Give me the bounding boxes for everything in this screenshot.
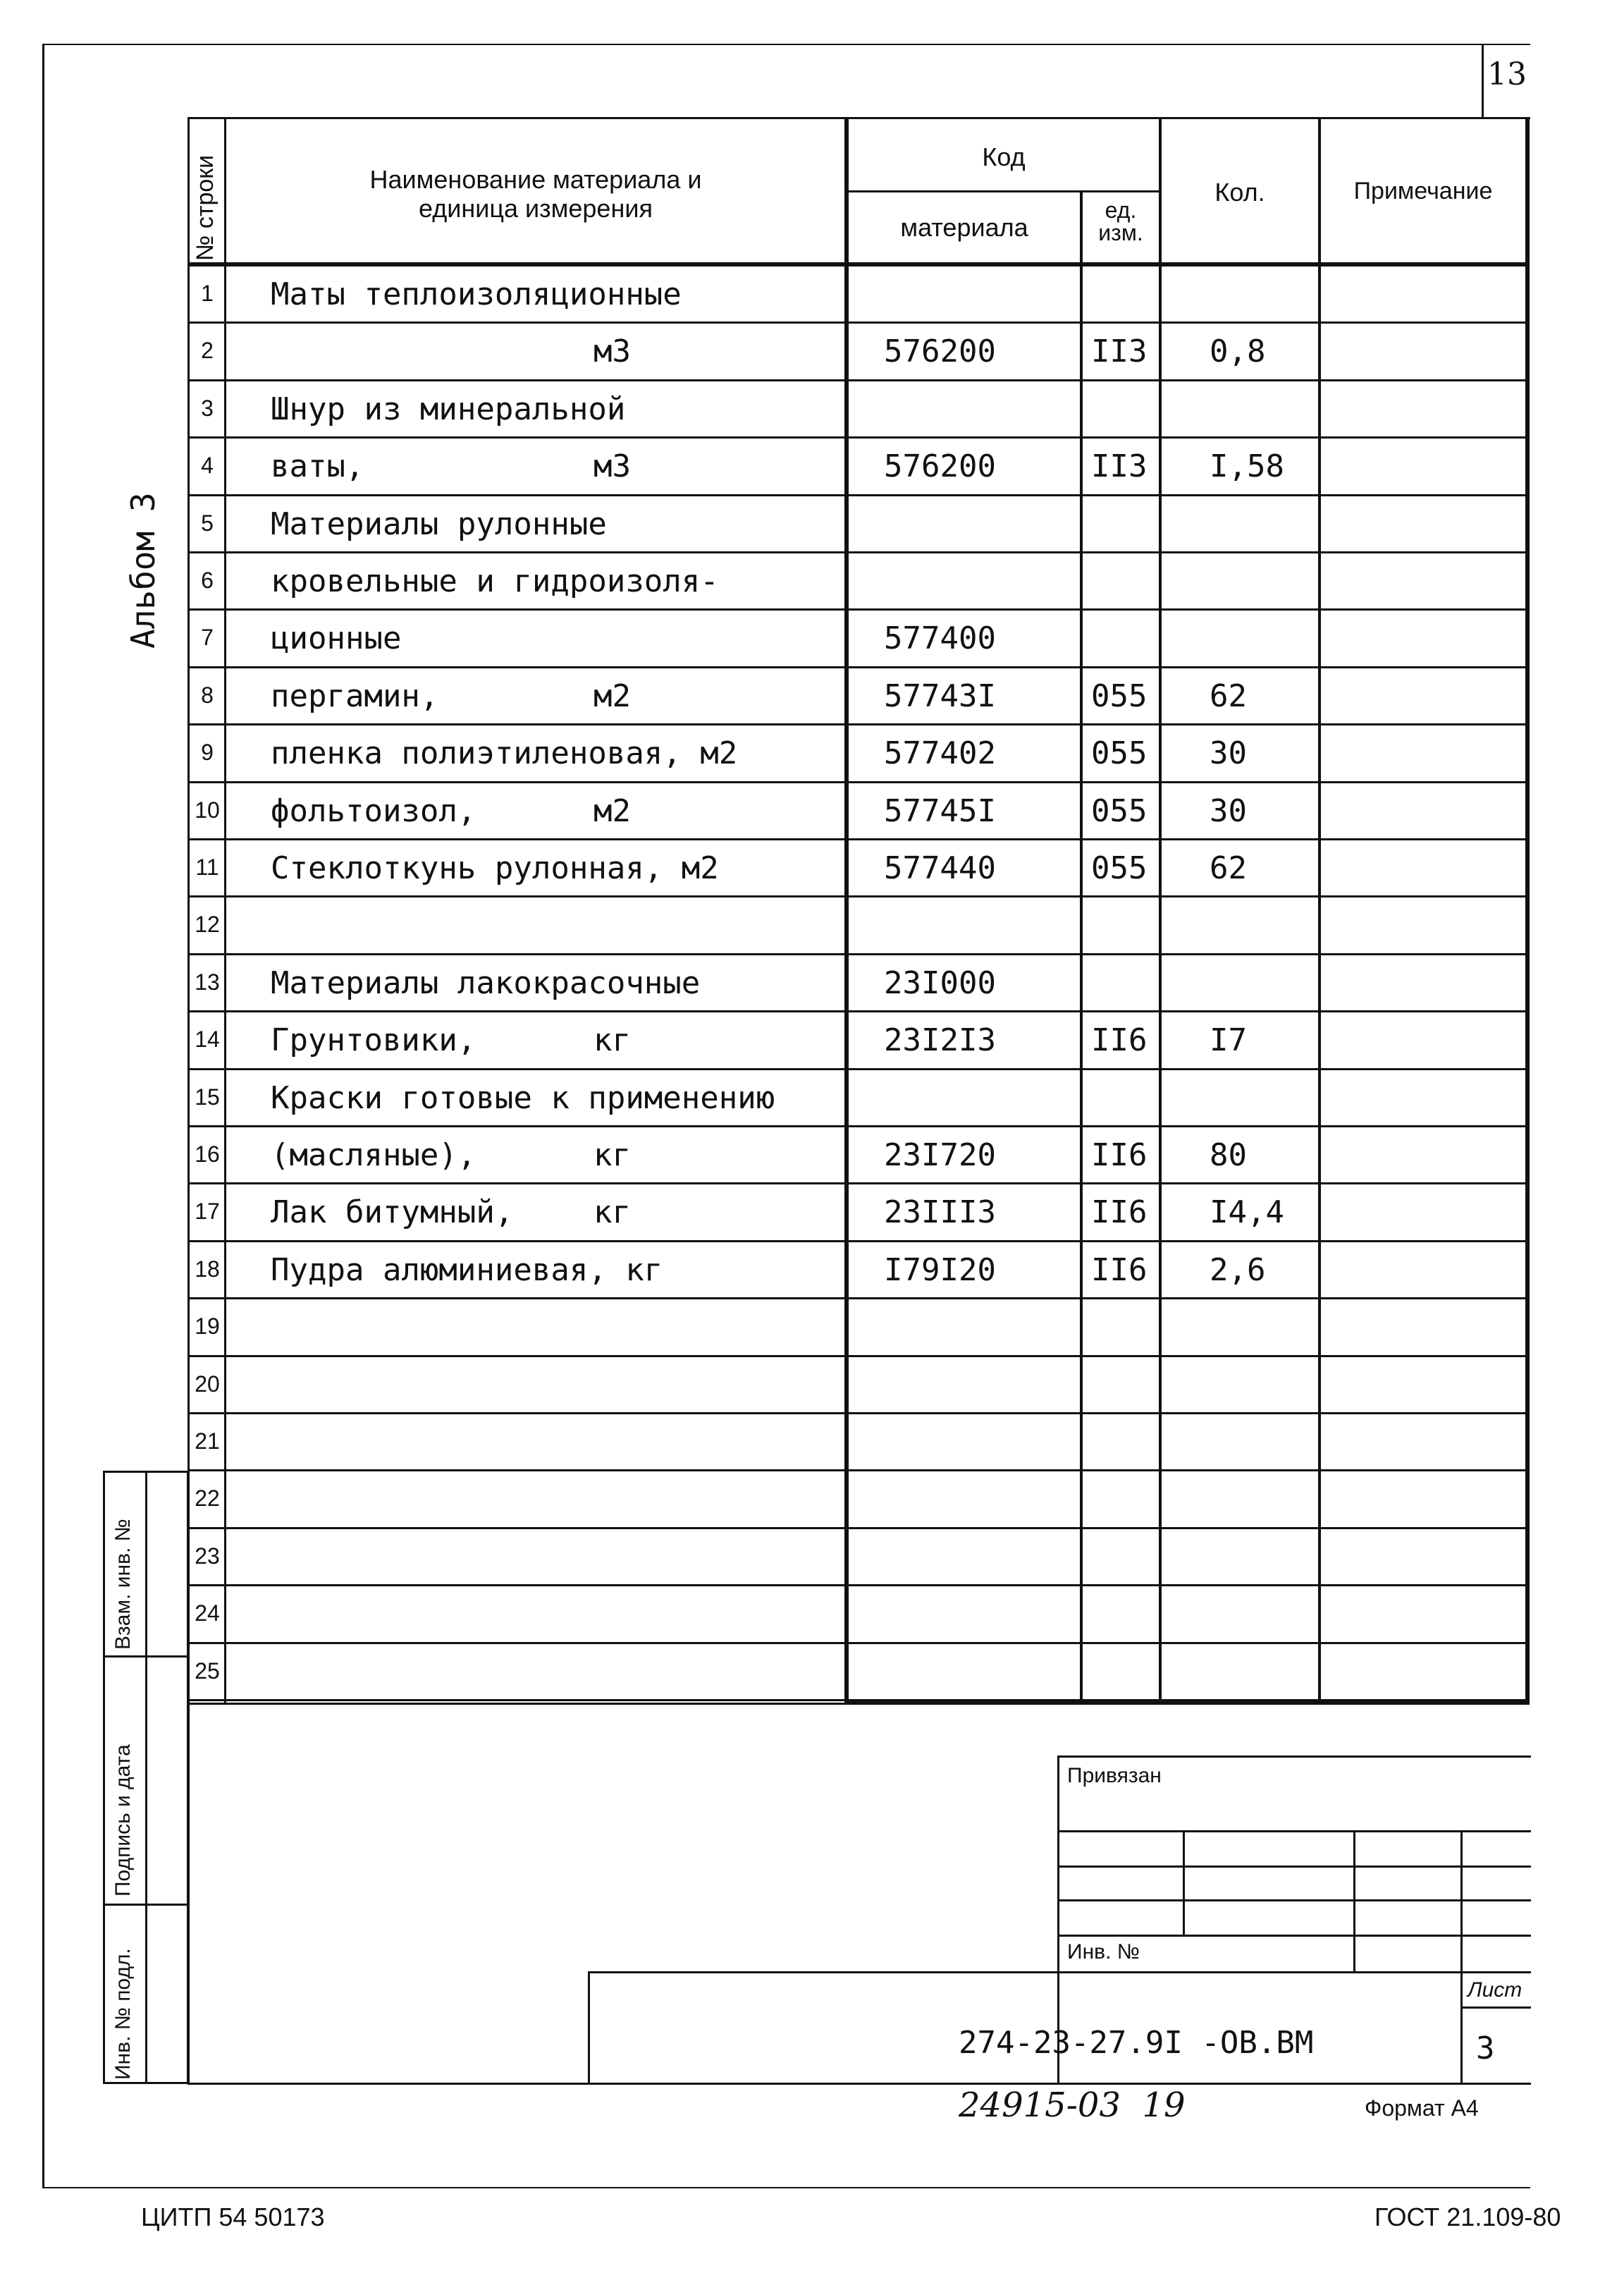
row-divider bbox=[187, 1240, 1530, 1242]
row-divider bbox=[187, 1355, 1530, 1357]
row-name: ционные bbox=[271, 620, 402, 656]
row-number: 18 bbox=[195, 1256, 220, 1282]
row-qty: 80 bbox=[1210, 1137, 1247, 1173]
row-unit-code: 055 bbox=[1091, 793, 1148, 829]
stamp-vzam: Взам. инв. № bbox=[111, 1519, 135, 1650]
header-name: Наименование материала и единица измерения bbox=[369, 165, 702, 223]
row-unit-code: II6 bbox=[1091, 1194, 1148, 1230]
row-code: 576200 bbox=[884, 448, 996, 484]
row-code: 57743I bbox=[884, 678, 996, 714]
row-number: 2 bbox=[201, 338, 214, 363]
row-code: 23III3 bbox=[884, 1194, 996, 1230]
row-divider bbox=[187, 666, 1530, 668]
row-divider bbox=[187, 494, 1530, 496]
row-number: 11 bbox=[195, 854, 219, 880]
header-code-unit: ед. изм. bbox=[1098, 197, 1143, 245]
format-label: Формат А4 bbox=[1365, 2095, 1479, 2121]
row-unit-code: II6 bbox=[1091, 1137, 1148, 1173]
row-name: Материалы рулонные bbox=[271, 506, 607, 542]
row-number: 6 bbox=[201, 568, 214, 593]
row-name: Материалы лакокрасочные bbox=[271, 965, 701, 1001]
row-unit-code: II6 bbox=[1091, 1022, 1148, 1058]
row-code: 23I000 bbox=[884, 965, 996, 1001]
row-divider bbox=[187, 1010, 1530, 1012]
row-code: 577402 bbox=[884, 735, 996, 771]
row-number: 1 bbox=[201, 281, 214, 306]
row-number: 22 bbox=[195, 1485, 220, 1511]
row-divider bbox=[187, 895, 1530, 897]
row-unit-code: II3 bbox=[1091, 448, 1148, 484]
page-number: 13 bbox=[1487, 56, 1527, 92]
materials-table bbox=[187, 117, 1530, 1705]
row-name: пленка полиэтиленовая, м2 bbox=[271, 735, 738, 771]
row-number: 4 bbox=[201, 453, 214, 478]
row-name: Пудра алюминиевая, кг bbox=[271, 1252, 663, 1288]
row-unit: м3 bbox=[593, 448, 631, 484]
row-number: 16 bbox=[195, 1141, 220, 1167]
row-number: 23 bbox=[195, 1543, 220, 1569]
row-number: 7 bbox=[201, 625, 214, 650]
row-code: 577440 bbox=[884, 850, 996, 886]
row-qty: I,58 bbox=[1210, 448, 1284, 484]
row-name: (масляные), bbox=[271, 1137, 476, 1173]
footer-right: ГОСТ 21.109-80 bbox=[1374, 2202, 1561, 2231]
row-name: Краски готовые к применению bbox=[271, 1080, 775, 1116]
row-name: кровельные и гидроизоля- bbox=[271, 563, 719, 599]
row-number: 12 bbox=[195, 912, 220, 937]
sheet-number: 3 bbox=[1476, 2030, 1495, 2066]
row-number: 8 bbox=[201, 682, 214, 708]
row-divider bbox=[187, 953, 1530, 955]
row-unit: кг bbox=[593, 1194, 631, 1230]
row-number: 17 bbox=[195, 1199, 220, 1224]
row-qty: 2,6 bbox=[1210, 1252, 1266, 1288]
header-row-no: № строки bbox=[192, 154, 219, 261]
row-number: 9 bbox=[201, 740, 214, 765]
row-qty: 62 bbox=[1210, 678, 1247, 714]
row-name: Грунтовики, bbox=[271, 1022, 476, 1058]
row-unit: м2 bbox=[593, 793, 631, 829]
footer-left: ЦИТП 54 50173 bbox=[141, 2202, 325, 2231]
row-code: 57745I bbox=[884, 793, 996, 829]
row-divider bbox=[187, 1527, 1530, 1529]
row-name: Шнур из минеральной bbox=[271, 391, 626, 427]
row-name: фольтоизол, bbox=[271, 793, 476, 829]
row-divider bbox=[187, 838, 1530, 840]
row-unit-code: II6 bbox=[1091, 1252, 1148, 1288]
row-divider bbox=[187, 551, 1530, 553]
handwritten-note: 24915-03 19 bbox=[959, 2085, 1186, 2125]
row-unit-code: II3 bbox=[1091, 333, 1148, 369]
row-number: 10 bbox=[195, 797, 220, 823]
album-label: Альбом 3 bbox=[124, 492, 162, 649]
row-divider bbox=[187, 1297, 1530, 1299]
row-divider bbox=[187, 321, 1530, 324]
row-code: 23I2I3 bbox=[884, 1022, 996, 1058]
row-unit-code: 055 bbox=[1091, 678, 1148, 714]
row-divider bbox=[187, 436, 1530, 439]
row-number: 3 bbox=[201, 396, 214, 421]
row-qty: I4,4 bbox=[1210, 1194, 1284, 1230]
row-qty: 0,8 bbox=[1210, 333, 1266, 369]
row-number: 13 bbox=[195, 969, 220, 995]
row-number: 14 bbox=[195, 1027, 220, 1052]
privyazan-label: Привязан bbox=[1067, 1764, 1162, 1787]
row-unit: м2 bbox=[593, 678, 631, 714]
row-name: Лак битумный, bbox=[271, 1194, 514, 1230]
stamp-inv-podl: Инв. № подл. bbox=[111, 1948, 135, 2080]
row-qty: 30 bbox=[1210, 793, 1247, 829]
header-code-material: материала bbox=[900, 213, 1028, 242]
row-divider bbox=[187, 1125, 1530, 1127]
header-code: Код bbox=[982, 142, 1026, 171]
row-number: 21 bbox=[195, 1428, 220, 1454]
row-divider bbox=[187, 1584, 1530, 1586]
row-unit-code: 055 bbox=[1091, 850, 1148, 886]
row-divider bbox=[187, 608, 1530, 611]
row-divider bbox=[187, 1068, 1530, 1070]
row-number: 25 bbox=[195, 1658, 220, 1684]
row-qty: I7 bbox=[1210, 1022, 1247, 1058]
row-number: 20 bbox=[195, 1371, 220, 1397]
row-name: Маты теплоизоляционные bbox=[271, 276, 682, 312]
stamp-podpis: Подпись и дата bbox=[111, 1744, 135, 1897]
row-number: 5 bbox=[201, 510, 214, 536]
sheet-label: Лист bbox=[1468, 1978, 1522, 2002]
row-divider bbox=[187, 379, 1530, 381]
doc-code: 274-23-27.9I -ОВ.ВМ bbox=[959, 2025, 1314, 2061]
row-number: 15 bbox=[195, 1084, 220, 1110]
header-note: Примечание bbox=[1353, 178, 1493, 204]
row-unit: кг bbox=[593, 1022, 631, 1058]
row-code: 23I720 bbox=[884, 1137, 996, 1173]
row-code: 577400 bbox=[884, 620, 996, 656]
row-divider bbox=[187, 1412, 1530, 1414]
row-unit: кг bbox=[593, 1137, 631, 1173]
row-qty: 62 bbox=[1210, 850, 1247, 886]
row-divider bbox=[187, 1469, 1530, 1471]
row-divider bbox=[187, 1699, 1530, 1701]
header-qty: Кол. bbox=[1214, 178, 1265, 207]
row-unit: м3 bbox=[593, 333, 631, 369]
row-number: 24 bbox=[195, 1600, 220, 1626]
row-name: пергамин, bbox=[271, 678, 439, 714]
row-divider bbox=[187, 723, 1530, 725]
row-divider bbox=[187, 781, 1530, 783]
row-unit-code: 055 bbox=[1091, 735, 1148, 771]
row-number: 19 bbox=[195, 1313, 220, 1339]
row-divider bbox=[187, 1182, 1530, 1184]
row-name: ваты, bbox=[271, 448, 364, 484]
inv-no-label: Инв. № bbox=[1067, 1940, 1140, 1963]
row-name: Стеклоткунь рулонная, м2 bbox=[271, 850, 719, 886]
row-divider bbox=[187, 1642, 1530, 1644]
row-qty: 30 bbox=[1210, 735, 1247, 771]
row-code: I79I20 bbox=[884, 1252, 996, 1288]
row-code: 576200 bbox=[884, 333, 996, 369]
